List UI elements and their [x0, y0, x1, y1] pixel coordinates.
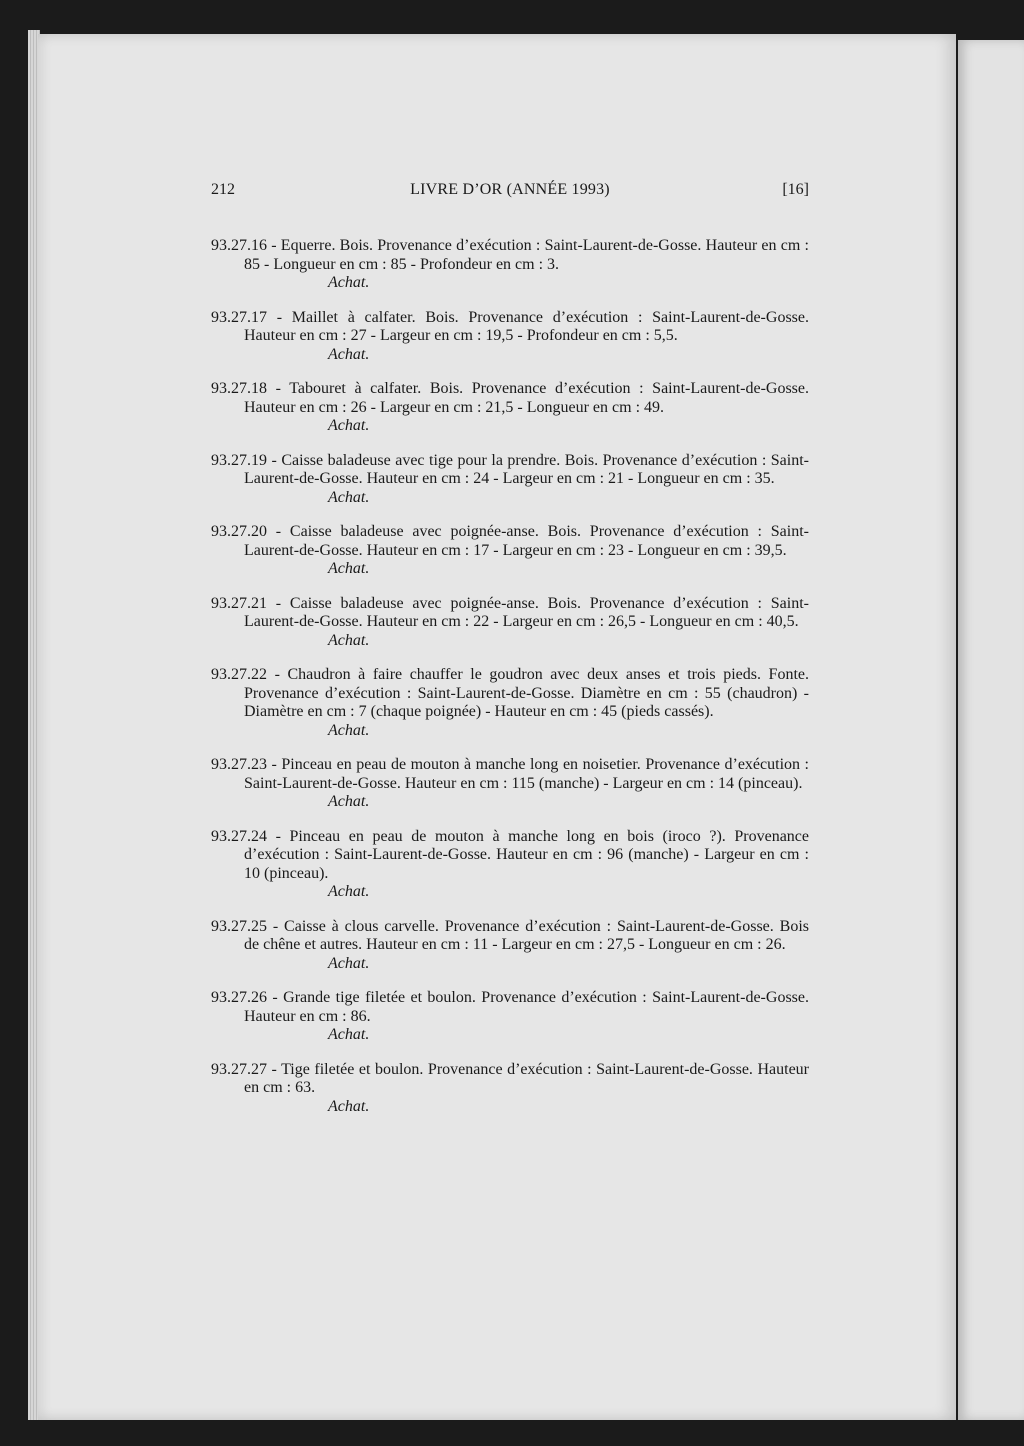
- catalogue-entry: [211, 237, 809, 293]
- catalogue-entry: [211, 309, 809, 365]
- entry-description: 93.27.24 - Pinceau en peau de mouton à manche long en bois (iroco ?). Provenance d’exécution : Saint-Laurent-de-Gosse. Hauteur en cm : 96 (manche) - Largeur en cm : 10 (pinceau).: [211, 827, 809, 882]
- header-reference: [16]: [782, 181, 809, 198]
- entry-acquisition: Achat.: [328, 488, 370, 506]
- page-number: 212: [211, 181, 235, 198]
- catalogue-entry: [211, 1061, 809, 1117]
- catalogue-entry: [211, 380, 809, 436]
- entry-acquisition: Achat.: [328, 721, 370, 739]
- entry-acquisition: Achat.: [328, 417, 370, 434]
- catalogue-entry: [211, 756, 809, 812]
- entry-acquisition: Achat.: [328, 883, 370, 900]
- catalogue-entry: [211, 595, 809, 651]
- catalogue-entries: [211, 237, 809, 1132]
- entry-description: 93.27.16 - Equerre. Bois. Provenance d’exécution : Saint-Laurent-de-Gosse. Hauteur en cm : 85 - Longueur en cm : 85 - Profondeur en cm : 3.: [211, 237, 809, 273]
- entry-acquisition: Achat.: [328, 1097, 370, 1115]
- entry-acquisition: Achat.: [328, 631, 370, 649]
- entry-description: 93.27.22 - Chaudron à faire chauffer le goudron avec deux anses et trois pieds. Fonte. Provenance d’exécution : Saint-Laurent-de-Gosse. Diamètre en cm : 55 (chaudron) - Diamètre en cm : 7 (chaque poignée) - Hauteur en cm : 45 (pieds cassés).: [211, 666, 809, 720]
- catalogue-entry: [211, 666, 809, 740]
- entry-acquisition: Achat.: [328, 560, 370, 577]
- header-title: LIVRE D’OR (ANNÉE 1993): [410, 181, 610, 198]
- entry-description: 93.27.26 - Grande tige filetée et boulon. Provenance d’exécution : Saint-Laurent-de-Gosse. Hauteur en cm : 86.: [211, 989, 809, 1025]
- entry-description: 93.27.20 - Caisse baladeuse avec poignée-anse. Bois. Provenance d’exécution : Saint-Laurent-de-Gosse. Hauteur en cm : 17 - Largeur en cm : 23 - Longueur en cm : 39,5.: [211, 523, 809, 559]
- entry-description: 93.27.21 - Caisse baladeuse avec poignée-anse. Bois. Provenance d’exécution : Saint-Laurent-de-Gosse. Hauteur en cm : 22 - Largeur en cm : 26,5 - Longueur en cm : 40,5.: [211, 594, 809, 630]
- entry-description: 93.27.27 - Tige filetée et boulon. Provenance d’exécution : Saint-Laurent-de-Gosse. Hauteur en cm : 63.: [211, 1060, 809, 1096]
- catalogue-entry: [211, 989, 809, 1045]
- facing-page-edge: [958, 40, 1024, 1420]
- entry-description: 93.27.25 - Caisse à clous carvelle. Provenance d’exécution : Saint-Laurent-de-Gosse. Bois de chêne et autres. Hauteur en cm : 11 - Largeur en cm : 27,5 - Longueur en cm : 26.: [211, 917, 809, 953]
- entry-description: 93.27.19 - Caisse baladeuse avec tige pour la prendre. Bois. Provenance d’exécution : Saint-Laurent-de-Gosse. Hauteur en cm : 24 - Largeur en cm : 21 - Longueur en cm : 35.: [211, 451, 809, 487]
- catalogue-entry: [211, 828, 809, 902]
- catalogue-entry: [211, 452, 809, 508]
- entry-acquisition: Achat.: [328, 1026, 370, 1043]
- scan-background: [0, 1420, 1024, 1446]
- entry-acquisition: Achat.: [328, 345, 370, 363]
- entry-description: 93.27.17 - Maillet à calfater. Bois. Provenance d’exécution : Saint-Laurent-de-Gosse. Hauteur en cm : 27 - Largeur en cm : 19,5 - Profondeur en cm : 5,5.: [211, 308, 809, 344]
- catalogue-entry: [211, 523, 809, 579]
- entry-acquisition: Achat.: [328, 793, 370, 810]
- entry-acquisition: Achat.: [328, 274, 370, 291]
- entry-description: 93.27.23 - Pinceau en peau de mouton à manche long en noisetier. Provenance d’exécution : Saint-Laurent-de-Gosse. Hauteur en cm : 115 (manche) - Largeur en cm : 14 (pinceau).: [211, 756, 809, 792]
- entry-acquisition: Achat.: [328, 954, 370, 972]
- running-header: [211, 181, 809, 203]
- entry-description: 93.27.18 - Tabouret à calfater. Bois. Provenance d’exécution : Saint-Laurent-de-Gosse. Hauteur en cm : 26 - Largeur en cm : 21,5 - Longueur en cm : 49.: [211, 380, 809, 416]
- catalogue-entry: [211, 918, 809, 974]
